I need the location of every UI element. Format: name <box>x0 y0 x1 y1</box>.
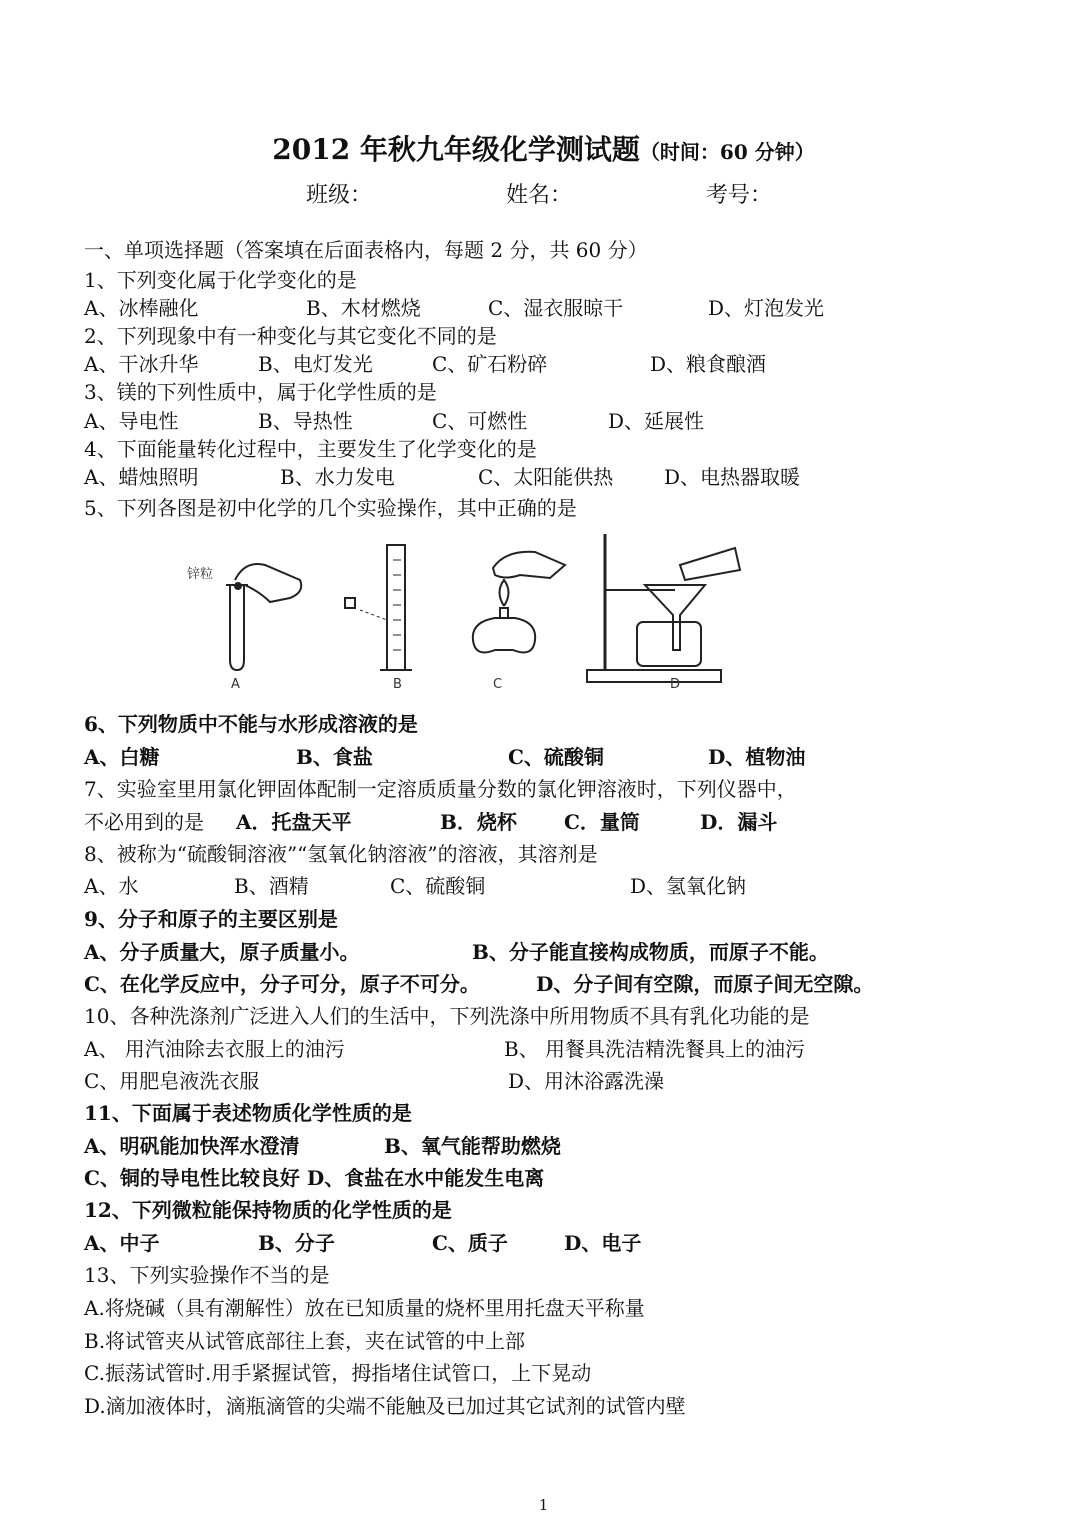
q13-option-a: A.将烧碱（具有潮解性）放在已知质量的烧杯里用托盘天平称量 <box>84 1296 645 1320</box>
q3-option-b: B、导热性 <box>258 409 353 433</box>
q13-option-d: D.滴加液体时，滴瓶滴管的尖端不能触及已加过其它试剂的试管内壁 <box>84 1394 686 1418</box>
figure-c-alcohol-lamp <box>473 552 565 653</box>
q4-option-c: C、太阳能供热 <box>478 465 614 489</box>
q11-stem: 11、下面属于表述物质化学性质的是 <box>84 1101 412 1125</box>
q8-option-c: C、硫酸铜 <box>390 874 486 898</box>
q10-option-b: B、 用餐具洗洁精洗餐具上的油污 <box>504 1037 806 1061</box>
q12-stem: 12、下列微粒能保持物质的化学性质的是 <box>84 1198 452 1222</box>
time-note: （时间：60 分钟） <box>639 140 815 164</box>
figure-d-label: D <box>670 677 681 692</box>
q13-option-b: B.将试管夹从试管底部往上套，夹在试管的中上部 <box>84 1329 526 1353</box>
q7-option-b: B．烧杯 <box>440 810 517 834</box>
q9-option-c: C、在化学反应中，分子可分，原子不可分。 <box>84 972 480 996</box>
q7-stem: 7、实验室里用氯化钾固体配制一定溶质质量分数的氯化钾溶液时，下列仪器中， <box>84 777 797 801</box>
figure-c-label: C <box>493 677 503 692</box>
figure-b-measuring-cylinder <box>345 545 412 670</box>
q7-stem-continued: 不必用到的是 <box>84 810 204 834</box>
q1-option-c: C、湿衣服晾干 <box>488 296 624 320</box>
page-number: 1 <box>538 1496 549 1514</box>
q6-stem: 6、下列物质中不能与水形成溶液的是 <box>84 712 418 736</box>
q13-option-c: C.振荡试管时.用手紧握试管，拇指堵住试管口，上下晃动 <box>84 1361 592 1385</box>
q10-stem: 10、各种洗涤剂广泛进入人们的生活中，下列洗涤中所用物质不具有乳化功能的是 <box>84 1004 810 1028</box>
q3-option-a: A、导电性 <box>84 409 179 433</box>
q5-experiment-figure <box>175 530 765 698</box>
q8-option-d: D、氢氧化钠 <box>630 874 747 898</box>
q7-option-a: A．托盘天平 <box>236 810 352 834</box>
q6-option-b: B、食盐 <box>296 745 373 769</box>
q11-option-a: A、明矾能加快浑水澄清 <box>84 1134 300 1158</box>
q11-option-b: B、氧气能帮助燃烧 <box>384 1134 561 1158</box>
q4-option-b: B、水力发电 <box>280 465 395 489</box>
q12-option-d: D、电子 <box>564 1231 642 1255</box>
q3-option-c: C、可燃性 <box>432 409 528 433</box>
q7-option-c: C．量筒 <box>564 810 640 834</box>
q9-option-d: D、分子间有空隙，而原子间无空隙。 <box>536 972 874 996</box>
q2-option-d: D、粮食酿酒 <box>650 352 767 376</box>
q9-stem: 9、分子和原子的主要区别是 <box>84 907 338 931</box>
number-label: 考号： <box>706 183 773 208</box>
q10-option-d: D、用沐浴露洗澡 <box>508 1069 665 1093</box>
q8-stem: 8、被称为“硫酸铜溶液”“氢氧化钠溶液”的溶液，其溶剂是 <box>84 842 598 866</box>
q4-stem: 4、下面能量转化过程中，主要发生了化学变化的是 <box>84 437 537 461</box>
q12-option-c: C、质子 <box>432 1231 508 1255</box>
q2-option-b: B、电灯发光 <box>258 352 373 376</box>
q12-option-a: A、中子 <box>84 1231 160 1255</box>
q6-option-d: D、植物油 <box>708 745 806 769</box>
q1-stem: 1、下列变化属于化学变化的是 <box>84 268 357 292</box>
figure-d-filtration <box>587 534 740 682</box>
q2-option-c: C、矿石粉碎 <box>432 352 548 376</box>
q6-option-c: C、硫酸铜 <box>508 745 604 769</box>
name-label: 姓名： <box>506 183 573 208</box>
q1-option-d: D、灯泡发光 <box>708 296 825 320</box>
q1-option-a: A、冰棒融化 <box>84 296 199 320</box>
section-heading: 一、单项选择题（答案填在后面表格内，每题 2 分，共 60 分） <box>84 238 648 262</box>
q4-option-a: A、蜡烛照明 <box>84 465 199 489</box>
q2-stem: 2、下列现象中有一种变化与其它变化不同的是 <box>84 324 497 348</box>
q9-option-a: A、分子质量大，原子质量小。 <box>84 940 360 964</box>
q12-option-b: B、分子 <box>258 1231 335 1255</box>
q11-options-cd: C、铜的导电性比较良好 D、食盐在水中能发生电离 <box>84 1166 545 1190</box>
q3-stem: 3、镁的下列性质中，属于化学性质的是 <box>84 380 437 404</box>
q6-option-a: A、白糖 <box>84 745 160 769</box>
figure-a-label: A <box>231 677 240 692</box>
exam-title-block <box>0 128 1087 168</box>
q10-option-a: A、 用汽油除去衣服上的油污 <box>84 1037 345 1061</box>
q4-option-d: D、电热器取暖 <box>664 465 801 489</box>
q2-option-a: A、干冰升华 <box>84 352 199 376</box>
figure-a-test-tube <box>187 564 301 670</box>
q10-option-c: C、用肥皂液洗衣服 <box>84 1069 260 1093</box>
q8-option-b: B、酒精 <box>234 874 309 898</box>
q7-option-d: D．漏斗 <box>700 810 778 834</box>
zinc-label: 锌粒 <box>187 567 214 582</box>
q3-option-d: D、延展性 <box>608 409 705 433</box>
exam-title: 2012 年秋九年级化学测试题 <box>272 133 640 166</box>
q8-option-a: A、水 <box>84 874 139 898</box>
q5-stem: 5、下列各图是初中化学的几个实验操作，其中正确的是 <box>84 496 577 520</box>
q1-option-b: B、木材燃烧 <box>306 296 421 320</box>
figure-b-label: B <box>393 677 402 692</box>
class-label: 班级： <box>306 183 373 208</box>
q13-stem: 13、下列实验操作不当的是 <box>84 1263 330 1287</box>
q9-option-b: B、分子能直接构成物质，而原子不能。 <box>472 940 829 964</box>
